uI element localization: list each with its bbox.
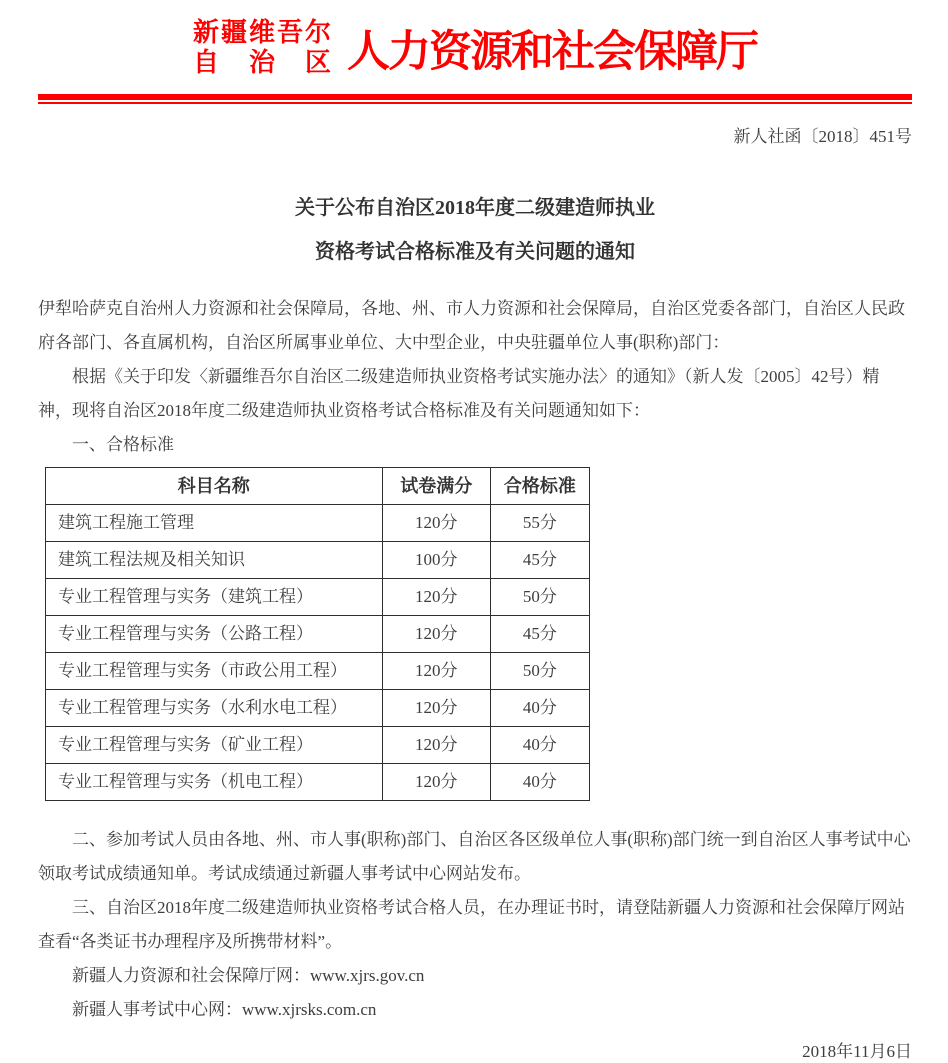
- table-cell-score: 120分: [382, 690, 490, 727]
- table-cell-subject: 专业工程管理与实务（水利水电工程）: [46, 690, 383, 727]
- document-title-line2: 资格考试合格标准及有关问题的通知: [315, 241, 635, 263]
- table-cell-score: 50分: [490, 653, 589, 690]
- table-cell-score: 100分: [382, 542, 490, 579]
- website-line-exam-center: 新疆人事考试中心网：www.xjrsks.com.cn: [72, 1000, 377, 1019]
- table-row: [46, 579, 590, 616]
- section2-paragraph: 二、参加考试人员由各地、州、市人事(职称)部门、自治区各区级单位人事(职称)部门统一到自治区人事考试中心领取考试成绩通知单。考试成绩通过新疆人事考试中心网站发布。: [38, 830, 911, 883]
- table-cell-subject: 专业工程管理与实务（机电工程）: [46, 764, 383, 801]
- document-date: 2018年11月6日: [802, 1042, 912, 1061]
- table-cell-subject: 专业工程管理与实务（矿业工程）: [46, 727, 383, 764]
- table-row: [46, 690, 590, 727]
- org-name-small-top: 新疆维吾尔: [193, 18, 331, 47]
- table-cell-score: 50分: [490, 579, 589, 616]
- table-row: [46, 727, 590, 764]
- table-row: [46, 616, 590, 653]
- table-cell-subject: 建筑工程法规及相关知识: [46, 542, 383, 579]
- table-cell-score: 40分: [490, 764, 589, 801]
- table-cell-subject: 专业工程管理与实务（建筑工程）: [46, 579, 383, 616]
- letterhead: [38, 0, 912, 88]
- table-cell-score: 40分: [490, 690, 589, 727]
- column-header-pass-score: 合格标准: [490, 468, 589, 505]
- table-cell-score: 55分: [490, 505, 589, 542]
- column-header-full-score: 试卷满分: [382, 468, 490, 505]
- table-cell-score: 45分: [490, 542, 589, 579]
- score-table-body: [46, 505, 590, 801]
- website-line-hrss: 新疆人力资源和社会保障厅网：www.xjrs.gov.cn: [72, 966, 425, 985]
- document-number: 新人社函〔2018〕451号: [733, 127, 912, 146]
- score-table-header-row: [46, 468, 590, 505]
- table-cell-subject: 专业工程管理与实务（市政公用工程）: [46, 653, 383, 690]
- document-title: [38, 186, 912, 274]
- table-row: [46, 542, 590, 579]
- table-cell-score: 120分: [382, 764, 490, 801]
- org-name-large: 人力资源和社会保障厅: [347, 28, 757, 76]
- table-row: [46, 505, 590, 542]
- table-cell-score: 45分: [490, 616, 589, 653]
- document-title-line1: 关于公布自治区2018年度二级建造师执业: [295, 197, 655, 219]
- table-cell-score: 40分: [490, 727, 589, 764]
- org-name-small-bottom: 自治区: [193, 48, 331, 77]
- red-rule-thick: [38, 94, 912, 100]
- org-name-small: [193, 18, 331, 78]
- table-cell-score: 120分: [382, 579, 490, 616]
- document-body: [38, 292, 912, 1063]
- column-header-subject: 科目名称: [46, 468, 383, 505]
- table-cell-subject: 专业工程管理与实务（公路工程）: [46, 616, 383, 653]
- intro-paragraph: 根据《关于印发〈新疆维吾尔自治区二级建造师执业资格考试实施办法〉的通知》（新人发〔2005〕42号）精神，现将自治区2018年度二级建造师执业资格考试合格标准及有关问题通知如下：: [38, 367, 880, 420]
- section1-heading: 一、合格标准: [72, 435, 174, 454]
- table-cell-score: 120分: [382, 616, 490, 653]
- score-table: [45, 467, 590, 801]
- table-cell-score: 120分: [382, 505, 490, 542]
- table-cell-subject: 建筑工程施工管理: [46, 505, 383, 542]
- red-rule-thin: [38, 102, 912, 104]
- table-cell-score: 120分: [382, 727, 490, 764]
- score-table-head: [46, 468, 590, 505]
- table-cell-score: 120分: [382, 653, 490, 690]
- section3-paragraph: 三、自治区2018年度二级建造师执业资格考试合格人员，在办理证书时，请登陆新疆人力资源和社会保障厅网站查看“各类证书办理程序及所携带材料”。: [38, 898, 905, 951]
- table-row: [46, 653, 590, 690]
- document-content: [38, 0, 912, 1063]
- table-row: [46, 764, 590, 801]
- salutation-paragraph: 伊犁哈萨克自治州人力资源和社会保障局，各地、州、市人力资源和社会保障局，自治区党委各部门，自治区人民政府各部门、各直属机构，自治区所属事业单位、大中型企业，中央驻疆单位人事(职称)部门：: [38, 299, 905, 352]
